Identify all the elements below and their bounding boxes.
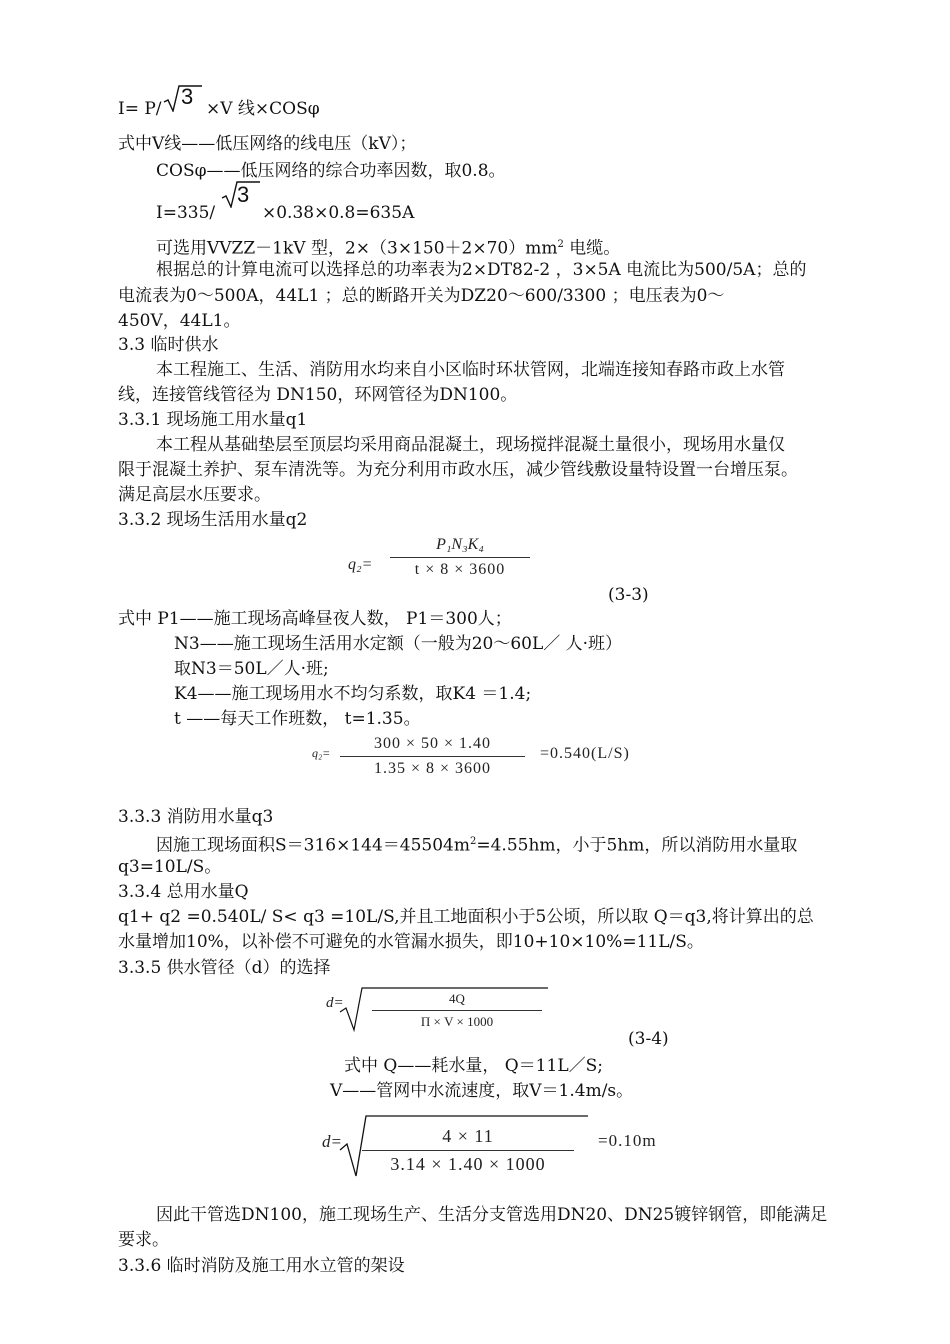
paragraph-line: 因此干管选DN100，施工现场生产、生活分支管选用DN20、DN25镀锌钢管，即能满足 — [156, 1205, 828, 1225]
paragraph-line: K4——施工现场用水不均匀系数，取K4 ＝1.4; — [174, 684, 532, 704]
formula-current-calc-prefix: I=335/ — [156, 203, 216, 223]
paragraph-line: V——管网中水流速度，取V＝1.4m/s。 — [330, 1081, 634, 1101]
paragraph-line: COSφ——低压网络的综合功率因数，取0.8。 — [156, 161, 506, 181]
formula-q2-fraction — [390, 536, 530, 579]
formula-numerator: 300 × 50 × 1.40 — [373, 735, 492, 752]
formula-q2-calc-result: =0.540(L/S) — [540, 745, 630, 762]
paragraph-line: q3=10L/S。 — [118, 857, 222, 877]
equation-number: (3-3) — [608, 585, 649, 605]
formula-denominator: t × 8 × 3600 — [414, 561, 506, 578]
paragraph-line: N3——施工现场生活用水定额（一般为20～60L／ 人·班） — [174, 634, 623, 654]
formula-q2-calc-lhs: q₂= — [312, 746, 331, 760]
paragraph-line: 式中 Q——耗水量， Q＝11L／S; — [344, 1056, 603, 1076]
paragraph-line: 因施工现场面积$S=316\times 144=45504m^2=4.55hm$，小于5hm，所以消防用水量取 — [156, 835, 798, 856]
paragraph-line: 本工程从基础垫层至顶层均采用商品混凝土，现场搅拌混凝土量很小，现场用水量仅 — [156, 435, 785, 455]
fraction-bar — [390, 557, 530, 558]
formula-current-suffix: ×V 线×COSφ — [206, 99, 320, 119]
paragraph-line: 根据总的计算电流可以选择总的功率表为2×DT82-2 ，3×5A 电流比为500/5A；总的 — [156, 260, 807, 280]
paragraph-line: 取N3＝50L／人·班; — [174, 659, 329, 679]
paragraph-line: 式中 P1——施工现场高峰昼夜人数， P1＝300人； — [118, 609, 512, 629]
paragraph-line: 450V，44L1。 — [118, 311, 241, 331]
sqrt-radicand: 3 — [237, 182, 250, 207]
section-heading: 3.3.6 临时消防及施工用水立管的架设 — [118, 1256, 405, 1276]
formula-denominator: 1.35 × 8 × 3600 — [373, 760, 492, 777]
paragraph-line: 要求。 — [118, 1230, 169, 1250]
paragraph-line: 满足高层水压要求。 — [118, 485, 271, 505]
paragraph-line: 线，连接管线管径为 DN150，环网管径为DN100。 — [118, 385, 518, 405]
section-heading: 3.3.5 供水管径（d）的选择 — [118, 958, 331, 978]
paragraph-line: 式中V线——低压网络的线电压（kV）； — [118, 134, 417, 154]
formula-current-calc-suffix: ×0.38×0.8=635A — [262, 203, 415, 223]
formula-current-prefix: I= P/ — [118, 99, 162, 119]
formula-q2-lhs: q₂= — [348, 556, 373, 573]
formula-d-calc-result: =0.10m — [598, 1131, 657, 1150]
formula-numerator: 4 × 11 — [442, 1126, 494, 1146]
paragraph-line: 可选用VVZZ－1kV 型，$2\times(3\times 150+2\times 70)mm^2$ 电缆。 — [156, 238, 621, 259]
paragraph-line: 电流表为0～500A，44L1 ；总的断路开关为DZ20～600/3300 ；电压表为0～ — [118, 286, 725, 306]
formula-denominator: 3.14 × 1.40 × 1000 — [390, 1154, 546, 1174]
paragraph-line: 限于混凝土养护、泵车清洗等。为充分利用市政水压，减少管线敷设量特设置一台增压泵。 — [118, 460, 798, 480]
formula-denominator: Π × V × 1000 — [420, 1014, 494, 1029]
paragraph-line: 水量增加10%，以补偿不可避免的水管漏水损失，即10+10×10%=11L/S。 — [118, 932, 704, 952]
formula-d-lhs: d= — [326, 995, 344, 1011]
formula-numerator: 4Q — [449, 991, 465, 1006]
paragraph-line: t ——每天工作班数， t=1.35。 — [174, 709, 421, 729]
section-heading: 3.3 临时供水 — [118, 335, 219, 355]
fraction-bar — [340, 756, 525, 757]
section-heading: 3.3.3 消防用水量q3 — [118, 807, 274, 827]
formula-numerator: P₁N₃K₄ — [436, 536, 484, 553]
formula-d-calc-fraction — [362, 1126, 574, 1175]
fraction-bar — [372, 1010, 542, 1011]
formula-q2-calc-fraction — [340, 735, 525, 778]
paragraph-line: q1+ q2 =0.540L/ S< q3 =10L/S,并且工地面积小于5公顷，所以取 Q＝q3,将计算出的总 — [118, 907, 814, 927]
formula-d-calc-lhs: d= — [322, 1132, 342, 1151]
paragraph-line: 本工程施工、生活、消防用水均来自小区临时环状管网，北端连接知春路市政上水管 — [156, 360, 785, 380]
section-heading: 3.3.4 总用水量Q — [118, 882, 249, 902]
formula-d-fraction — [372, 991, 542, 1030]
section-heading: 3.3.1 现场施工用水量q1 — [118, 410, 308, 430]
equation-number: (3-4) — [628, 1029, 669, 1049]
fraction-bar — [362, 1150, 574, 1151]
sqrt-radicand: 3 — [181, 84, 194, 109]
section-heading: 3.3.2 现场生活用水量q2 — [118, 510, 308, 530]
